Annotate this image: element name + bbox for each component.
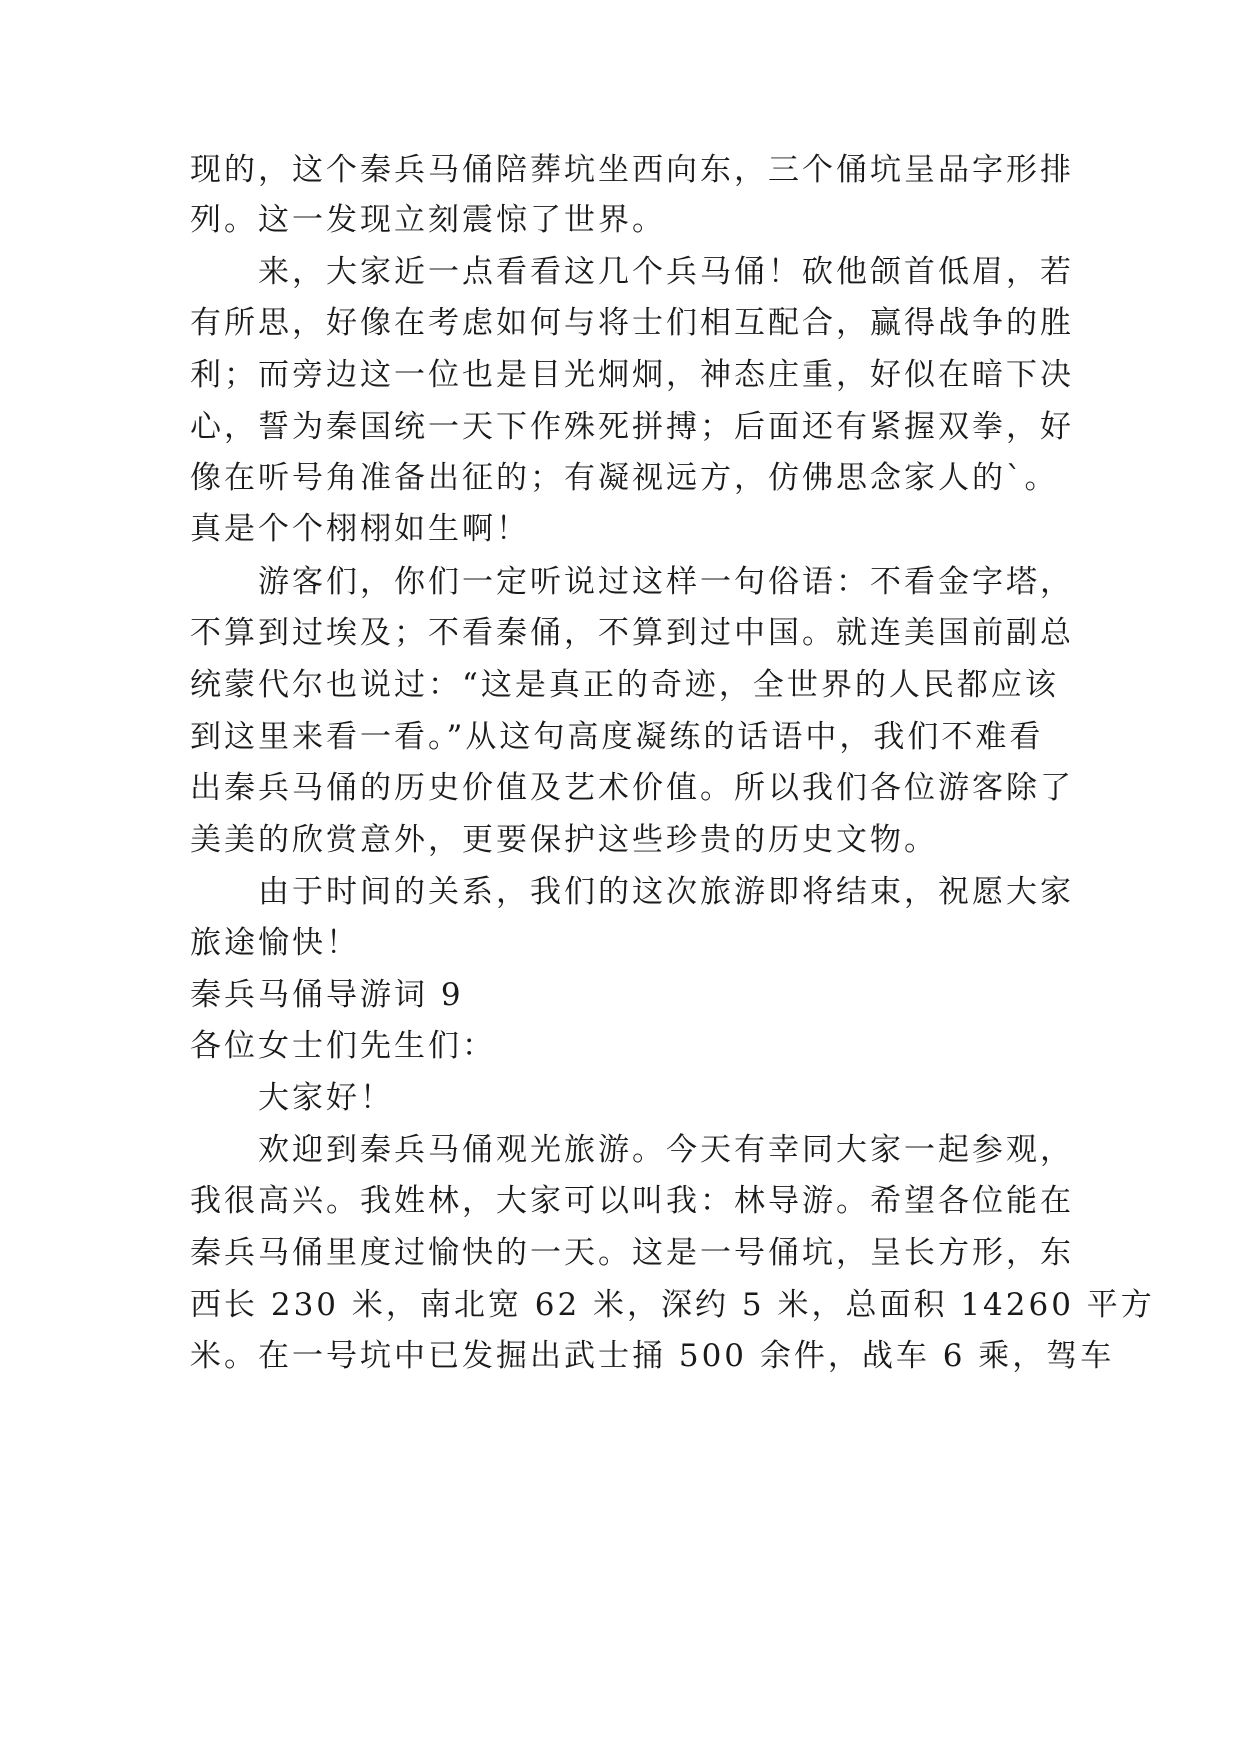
salutation: 各位女士们先生们：	[190, 1028, 496, 1064]
text-line: 心，誓为秦国统一天下作殊死拼搏；后面还有紧握双拳，好	[190, 409, 1074, 445]
text-line: 到这里来看一看。”从这句高度凝练的话语中，我们不难看	[190, 719, 1044, 755]
greeting: 大家好！	[258, 1080, 394, 1116]
text-line: 米。在一号坑中已发掘出武士捅 500 余件，战车 6 乘，驾车	[190, 1338, 1115, 1374]
paragraph-start-line: 来，大家近一点看看这几个兵马俑！砍他颌首低眉，若	[258, 254, 1074, 290]
text-line: 统蒙代尔也说过：“这是真正的奇迹，全世界的人民都应该	[190, 667, 1059, 703]
text-line: 列。这一发现立刻震惊了世界。	[190, 202, 666, 238]
text-line: 出秦兵马俑的历史价值及艺术价值。所以我们各位游客除了	[190, 770, 1074, 806]
paragraph-start-line: 由于时间的关系，我们的这次旅游即将结束，祝愿大家	[258, 874, 1074, 910]
text-line: 现的，这个秦兵马俑陪葬坑坐西向东，三个俑坑呈品字形排	[190, 152, 1074, 188]
text-line: 旅途愉快！	[190, 925, 360, 961]
section-title: 秦兵马俑导游词 9	[190, 977, 464, 1013]
text-line: 利；而旁边这一位也是目光炯炯，神态庄重，好似在暗下决	[190, 357, 1074, 393]
text-line: 西长 230 米，南北宽 62 米，深约 5 米，总面积 14260 平方	[190, 1287, 1155, 1323]
paragraph-start-line: 游客们，你们一定听说过这样一句俗语：不看金字塔，	[258, 564, 1074, 600]
text-line: 秦兵马俑里度过愉快的一天。这是一号俑坑，呈长方形，东	[190, 1235, 1074, 1271]
text-line: 我很高兴。我姓林，大家可以叫我：林导游。希望各位能在	[190, 1183, 1074, 1219]
paragraph-start-line: 欢迎到秦兵马俑观光旅游。今天有幸同大家一起参观，	[258, 1132, 1074, 1168]
text-line: 像在听号角准备出征的；有凝视远方，仿佛思念家人的`。	[190, 460, 1059, 496]
text-line: 不算到过埃及；不看秦俑，不算到过中国。就连美国前副总	[190, 615, 1074, 651]
text-line: 有所思，好像在考虑如何与将士们相互配合，赢得战争的胜	[190, 305, 1074, 341]
text-line: 真是个个栩栩如生啊！	[190, 511, 530, 547]
text-line: 美美的欣赏意外，更要保护这些珍贵的历史文物。	[190, 822, 938, 858]
